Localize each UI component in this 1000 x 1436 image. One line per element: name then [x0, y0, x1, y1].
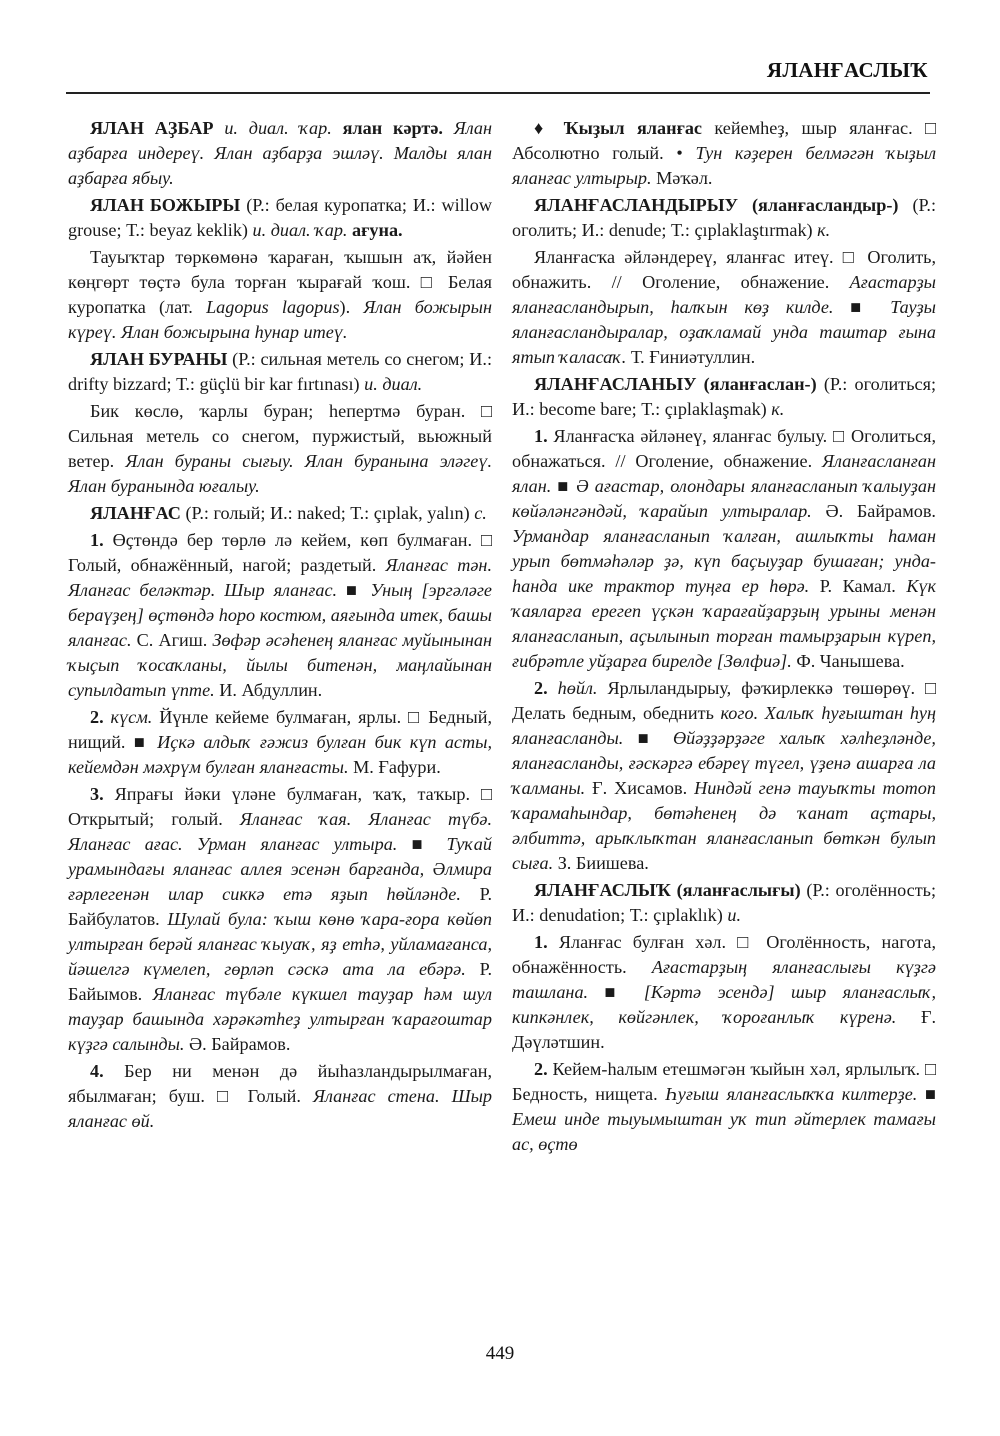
- body-text: [443, 118, 454, 138]
- body-text: Ғ. Дәүләтшин.: [512, 1007, 937, 1052]
- italic-text: Тун кәҙерен белмәгән ҡыҙыл яланғас ултырыр.: [512, 143, 936, 188]
- dictionary-paragraph: [68, 705, 492, 780]
- dictionary-paragraph: [512, 676, 936, 876]
- italic-text: и. диал. ҡар.: [252, 220, 348, 240]
- italic-text: и.: [727, 905, 742, 925]
- headword-text: (яланғаслан-): [703, 374, 817, 394]
- headword-text: Ҡыҙыл яланғас: [563, 118, 702, 138]
- body-text: Р. Байбулатов.: [68, 884, 492, 929]
- italic-text: к.: [817, 220, 831, 240]
- italic-text: с.: [474, 503, 487, 523]
- body-text: М. Ғафури.: [348, 757, 441, 777]
- body-text: ■: [397, 834, 447, 854]
- italic-text: Зөфәр әсәһенең яланғас муйынынан ҡыҫып ҡосаҡланы, йылы битенән, маңлайынан супылдатып үпте.: [68, 630, 492, 700]
- body-text: (Р.: оголить; И.: denude; Т.: çıplaklaştırmak): [512, 195, 936, 240]
- body-text: И. Абдуллин.: [214, 680, 323, 700]
- dictionary-paragraph: [512, 245, 936, 370]
- italic-text: к.: [771, 399, 785, 419]
- headword-text: ЯЛАН АҘБАР: [90, 118, 214, 138]
- body-text: С. Агиш.: [131, 630, 213, 650]
- dictionary-paragraph: [68, 782, 492, 1057]
- dictionary-paragraph: [68, 347, 492, 397]
- dictionary-paragraph: [512, 930, 936, 1055]
- body-text: Бик көслө, ҡарлы буран; һепертмә буран. □ Сильная метель со снегом, пуржистый, вьюжный ветер.: [68, 401, 492, 471]
- body-text: Яланғасҡа әйләндереү, яланғас итеү. □ Оголить, обнажить. // Оголение, обнажение.: [512, 247, 936, 292]
- headword-text: ЯЛАНҒАСЛАНДЫРЫУ: [534, 195, 738, 215]
- headword-text: 2.: [534, 1059, 548, 1079]
- right-column: [512, 116, 936, 1159]
- italic-text: күсм.: [110, 707, 153, 727]
- body-text: [738, 195, 752, 215]
- body-text: Ф. Чанышева.: [791, 651, 905, 671]
- left-column: [68, 116, 492, 1136]
- italic-text: Lagopus lagopus: [206, 297, 340, 317]
- italic-text: Яланғас стена. Шыр яланғас өй.: [68, 1086, 492, 1131]
- headword-text: 2.: [90, 707, 104, 727]
- dictionary-paragraph: [68, 193, 492, 243]
- italic-text: Яланғас түбәле күкшел тауҙар һәм шул тауҙар башында хәрәкәтһеҙ ултырған ҡарағоштар күҙгә салынды.: [68, 984, 493, 1054]
- italic-text: Туҡай урамындағы яланғас аллея эсенән барғанда, Әлмира ғәрлегенән илар сиккә етә яҙып һөйләнде.: [68, 834, 492, 904]
- italic-text: Ағастарҙы яланғасландырып, һалҡын көҙ килде.: [512, 272, 936, 317]
- italic-text: Ялан аҙбарға индереү. Ялан аҙбарҙа эшләү. Малды ялан аҙбарға ябыу.: [68, 118, 492, 188]
- dictionary-paragraph: [68, 501, 492, 526]
- italic-text: Яланғасланған ялан.: [512, 451, 936, 496]
- body-text: ■: [917, 1084, 936, 1104]
- italic-text: Яланғас тән. Яланғас беләктәр. Шыр яланғас.: [68, 555, 493, 600]
- body-text: З. Биишева.: [553, 853, 649, 873]
- headword-text: ЯЛАН БУРАНЫ: [90, 349, 228, 369]
- body-text: [697, 374, 704, 394]
- body-text: ■: [337, 580, 371, 600]
- body-text: Бер ни менән дә йыһазландырылмаған, ябылмаған; буш. □ Голый.: [68, 1061, 492, 1106]
- headword-text: ағуна.: [352, 220, 403, 240]
- dictionary-paragraph: [512, 1057, 936, 1157]
- dictionary-paragraph: [512, 424, 936, 674]
- italic-text: һөйл.: [557, 678, 598, 698]
- body-text: Кейем-һалым етешмәгән ҡыйын хәл, ярлылыҡ. □ Бедность, нищета.: [512, 1059, 936, 1104]
- headword-text: ЯЛАНҒАС: [90, 503, 181, 523]
- italic-text: кого.: [720, 703, 759, 723]
- body-text: ■: [588, 982, 644, 1002]
- body-text: Ә. Байрамов.: [811, 501, 936, 521]
- body-text: Тауыҡтар төркөмөнә ҡараған, ҡышын аҡ, йәйен көңгөрт төҫтә була торған ҡырағай ҡош. □ Белая куропатка (лат.: [68, 247, 492, 317]
- headword-text: 3.: [90, 784, 104, 804]
- body-text: (Р.: оголённость; И.: denudation; Т.: çıplaklık): [512, 880, 937, 925]
- headword-text: 1.: [90, 530, 104, 550]
- headword-text: ялан кәртә.: [342, 118, 443, 138]
- italic-text: Ялан божырын күреү. Ялан божырына һунар итеү.: [68, 297, 492, 342]
- italic-text: Ниндәй генә тауыҡты тотоп ҡарамаһындар, бөтәһенең дә ҡанат аҫтары, әлбиттә, арыҡлыҡтан яланғасланып бөткән булып сыға.: [512, 778, 936, 873]
- headword-text: ЯЛАНҒАСЛЫҠ: [534, 880, 671, 900]
- italic-text: Тауҙы яланғасландыралар, оҙаҡламай унда таштар ғына ятып ҡаласаҡ.: [512, 297, 936, 367]
- italic-text: Иҫкә алдыҡ ғәжиз булған бик күп асты, кейемдән мәхрүм булған яланғасты.: [68, 732, 492, 777]
- body-text: Ярлыландырыу, фәҡирлеккә төшөрөү. □ Делать бедным, обеднить: [512, 678, 936, 723]
- italic-text: [Кәртә эсендә] шыр яланғаслыҡ, кипкәнлек, көйгәнлек, ҡороғанлыҡ күренә.: [512, 982, 936, 1027]
- body-text: ■: [551, 476, 577, 496]
- body-text: [548, 678, 558, 698]
- body-text: (Р.: голый; И.: naked; Т.: çıplak, yalın): [180, 503, 475, 523]
- body-text: Япрағы йәки үләне булмаған, ҡаҡ, таҡыр. □ Открытый; голый.: [68, 784, 492, 829]
- body-text: Р. Байымов.: [68, 959, 492, 1004]
- headword-text: (яланғаслығы): [676, 880, 801, 900]
- running-head: ЯЛАНҒАСЛЫҠ: [766, 58, 928, 82]
- body-text: кейемһеҙ, шыр яланғас. □ Абсолютно голый. •: [512, 118, 937, 163]
- headword-text: 2.: [534, 678, 548, 698]
- italic-text: Яланғас ҡая. Яланғас түбә. Яланғас ағас. Урман яланғас ултыра.: [68, 809, 493, 854]
- body-text: ■: [833, 297, 891, 317]
- headword-text: (яланғасландыр-): [751, 195, 899, 215]
- dictionary-paragraph: [512, 372, 936, 422]
- italic-text: Күк ҡаяларға ерегеп үҫкән ҡарағайҙарҙың урыны менән яланғасланып, аҫылынып торған тамырҙарын күреп, ғибрәтле уйҙарға бирелде [Зөлфиә].: [512, 576, 936, 671]
- dictionary-paragraph: [512, 878, 936, 928]
- dictionary-paragraph: [68, 1059, 492, 1134]
- dictionary-paragraph: [68, 116, 492, 191]
- italic-text: Халыҡ һуғыштан һуң яланғасланды.: [512, 703, 937, 748]
- dictionary-paragraph: [68, 245, 492, 345]
- italic-text: Һуғыш яланғаслыҡҡа килтерҙе.: [665, 1084, 918, 1104]
- body-text: (Р.: оголиться; И.: become bare; Т.: çıplaklaşmak): [512, 374, 936, 419]
- body-text: (Р.: сильная метель со снегом; И.: drifty bizzard; Т.: güçlü bir kar fırtınası): [68, 349, 492, 394]
- headword-text: ЯЛАНҒАСЛАНЫУ: [534, 374, 697, 394]
- body-text: [332, 118, 343, 138]
- dictionary-paragraph: [68, 528, 492, 703]
- body-text: [104, 707, 111, 727]
- italic-text: Шулай була: ҡыш көнө ҡара-ғора көйөп ултырған берәй яланғас ҡыуаҡ, яҙ етһә, уйламағанса, йәшелгә күмелеп, гөрләп сәскә ата ла ебәрә.: [68, 909, 493, 979]
- body-text: [214, 118, 225, 138]
- header-rule: [66, 92, 930, 94]
- body-text: ■: [623, 728, 673, 748]
- body-text: Өҫтөндә бер төрлө лә кейем, көп булмаған. □ Голый, обнажённый, нагой; раздетый.: [68, 530, 492, 575]
- body-text: (Р.: белая куропатка; И.: willow grouse; Т.: beyaz keklik): [68, 195, 492, 240]
- headword-text: ЯЛАН БОЖЫРЫ: [90, 195, 241, 215]
- body-text: ).: [339, 297, 364, 317]
- page-number: 449: [485, 1343, 515, 1364]
- italic-text: Емеш инде тыуымыштан уҡ тип әйтерлек тамағы ас, өҫтө: [512, 1109, 936, 1154]
- body-text: Т. Ғиниәтуллин.: [626, 347, 756, 367]
- headword-text: 1.: [534, 426, 548, 446]
- italic-text: Уның [эргәләге бераүҙең] өҫтөндә һоро костюм, аяғында итек, башы яланғас.: [68, 580, 492, 650]
- italic-text: Ағастарҙың яланғаслығы күҙгә ташлана.: [512, 957, 936, 1002]
- italic-text: Ялан бураны сығыу. Ялан буранына эләгеү. Ялан буранында юғалыу.: [68, 451, 492, 496]
- italic-text: Урмандар яланғасланып ҡалған, ашлыҡты һаман урып бөтмәһәләр ҙә, күп баҫыуҙар бушаған; унда-һанда ике трактор туңға ер һөрә.: [512, 526, 936, 596]
- body-text: ♦: [534, 118, 564, 138]
- body-text: Р. Камал.: [809, 576, 907, 596]
- dictionary-paragraph: [68, 399, 492, 499]
- body-text: Мәҡәл.: [651, 168, 713, 188]
- body-text: Ә. Байрамов.: [184, 1034, 291, 1054]
- body-text: Ғ. Хисамов.: [585, 778, 695, 798]
- body-text: Яланғас булған хәл. □ Оголённость, нагота, обнажённость.: [512, 932, 936, 977]
- body-text: Яланғасҡа әйләнеү, яланғас булыу. □ Оголиться, обнажаться. // Оголение, обнажение.: [512, 426, 936, 471]
- italic-text: и. диал. ҡар.: [224, 118, 332, 138]
- dictionary-paragraph: [512, 193, 936, 243]
- dictionary-paragraph: [512, 116, 936, 191]
- italic-text: и. диал.: [364, 374, 423, 394]
- italic-text: Өйәҙҙәрҙәге халыҡ хәлһеҙләнде, яланғасланды, ғәскәргә ебәреү түгел, үҙенә ашарға ла ҡалманы.: [512, 728, 936, 798]
- headword-text: 1.: [534, 932, 548, 952]
- body-text: [758, 703, 765, 723]
- headword-text: 4.: [90, 1061, 104, 1081]
- body-text: Йүнле кейеме булмаған, ярлы. □ Бедный, нищий. ■: [68, 707, 492, 752]
- italic-text: Ә ағастар, олондары яланғасланып ҡалыуҙан көйәләнгәндәй, ҡарайып ултыралар.: [512, 476, 936, 521]
